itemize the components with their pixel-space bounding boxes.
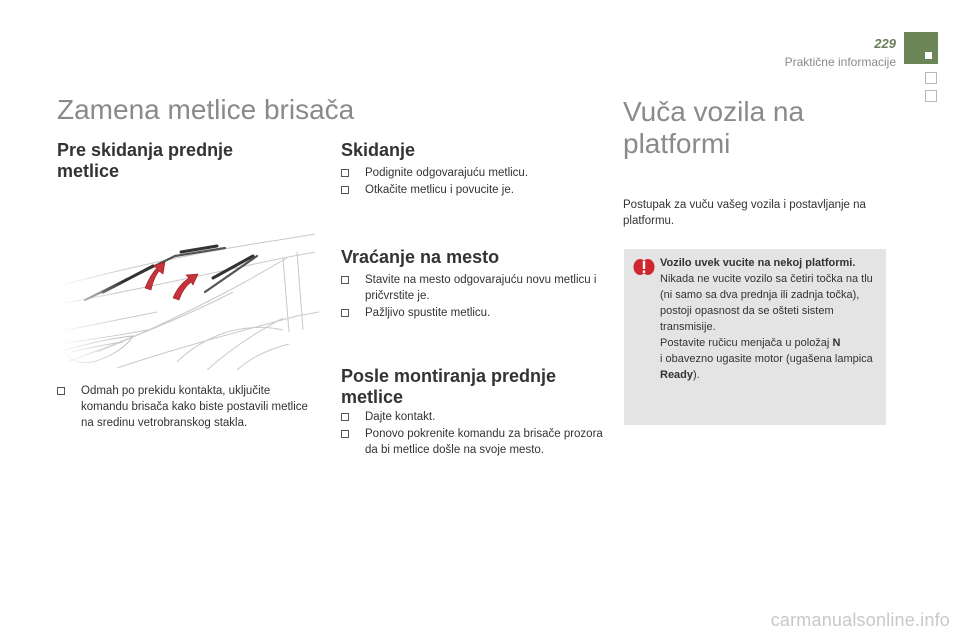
watermark: carmanualsonline.info	[770, 610, 950, 630]
heading-before-removal: Pre skidanja prednje metlice	[57, 140, 234, 181]
warning-text	[660, 255, 876, 383]
list-item: Stavite na mesto odgovarajuću novu metlicu i pričvrstite je.	[341, 272, 603, 304]
ready-lamp: Ready	[660, 369, 694, 381]
warning-panel	[624, 249, 886, 425]
page-title-towing: Vuča vozila na platformi	[623, 96, 805, 159]
bullet-icon	[341, 186, 349, 194]
bullet-icon	[341, 276, 349, 284]
warning-body: Nikada ne vucite vozilo sa četiri točka na tlu (ni samo sa dva prednja ili zadnja točka), postoji opasnost da se ošteti sistem transmisije.	[660, 273, 873, 333]
section-name: Praktične informacije	[784, 55, 896, 69]
heading-refit: Vraćanje na mesto	[341, 247, 500, 267]
wiper-illustration	[57, 212, 319, 370]
bullet-icon	[341, 413, 349, 421]
bullet-icon	[341, 309, 349, 317]
page-number: 229	[874, 36, 896, 51]
tab-marker-icon	[925, 52, 932, 59]
list-item: Otkačite metlicu i povucite je.	[341, 182, 603, 198]
list-item: Podignite odgovarajuću metlicu.	[341, 165, 603, 181]
section-tab-active[interactable]	[904, 32, 938, 64]
warning-gear-line: Postavite ručicu menjača u položaj N	[660, 337, 841, 349]
gear-position: N	[832, 337, 841, 349]
before-removal-list	[57, 383, 319, 432]
bullet-icon	[341, 430, 349, 438]
warning-icon	[633, 258, 655, 276]
refit-list	[341, 272, 603, 322]
after-fitting-list	[341, 409, 606, 459]
section-tab[interactable]	[925, 90, 937, 102]
heading-after-fitting: Posle montiranja prednje metlice	[341, 366, 557, 407]
warning-engine-line: i obavezno ugasite motor (ugašena lampica Ready).	[660, 353, 873, 381]
list-item: Dajte kontakt.	[341, 409, 606, 425]
page-title-wiper: Zamena metlice brisača	[57, 94, 355, 125]
section-tab[interactable]	[925, 72, 937, 84]
warning-headline: Vozilo uvek vucite na nekoj platformi.	[660, 257, 856, 269]
bullet-icon	[57, 387, 65, 395]
heading-removal: Skidanje	[341, 140, 416, 160]
bullet-icon	[341, 169, 349, 177]
list-item: Pažljivo spustite metlicu.	[341, 305, 603, 321]
towing-intro: Postupak za vuču vašeg vozila i postavljanje na platformu.	[623, 199, 866, 227]
removal-list	[341, 165, 603, 199]
list-item: Ponovo pokrenite komandu za brisače prozora da bi metlice došle na svoje mesto.	[341, 426, 606, 458]
list-item: Odmah po prekidu kontakta, uključite komandu brisača kako biste postavili metlice na sredinu vetrobranskog stakla.	[57, 383, 319, 431]
